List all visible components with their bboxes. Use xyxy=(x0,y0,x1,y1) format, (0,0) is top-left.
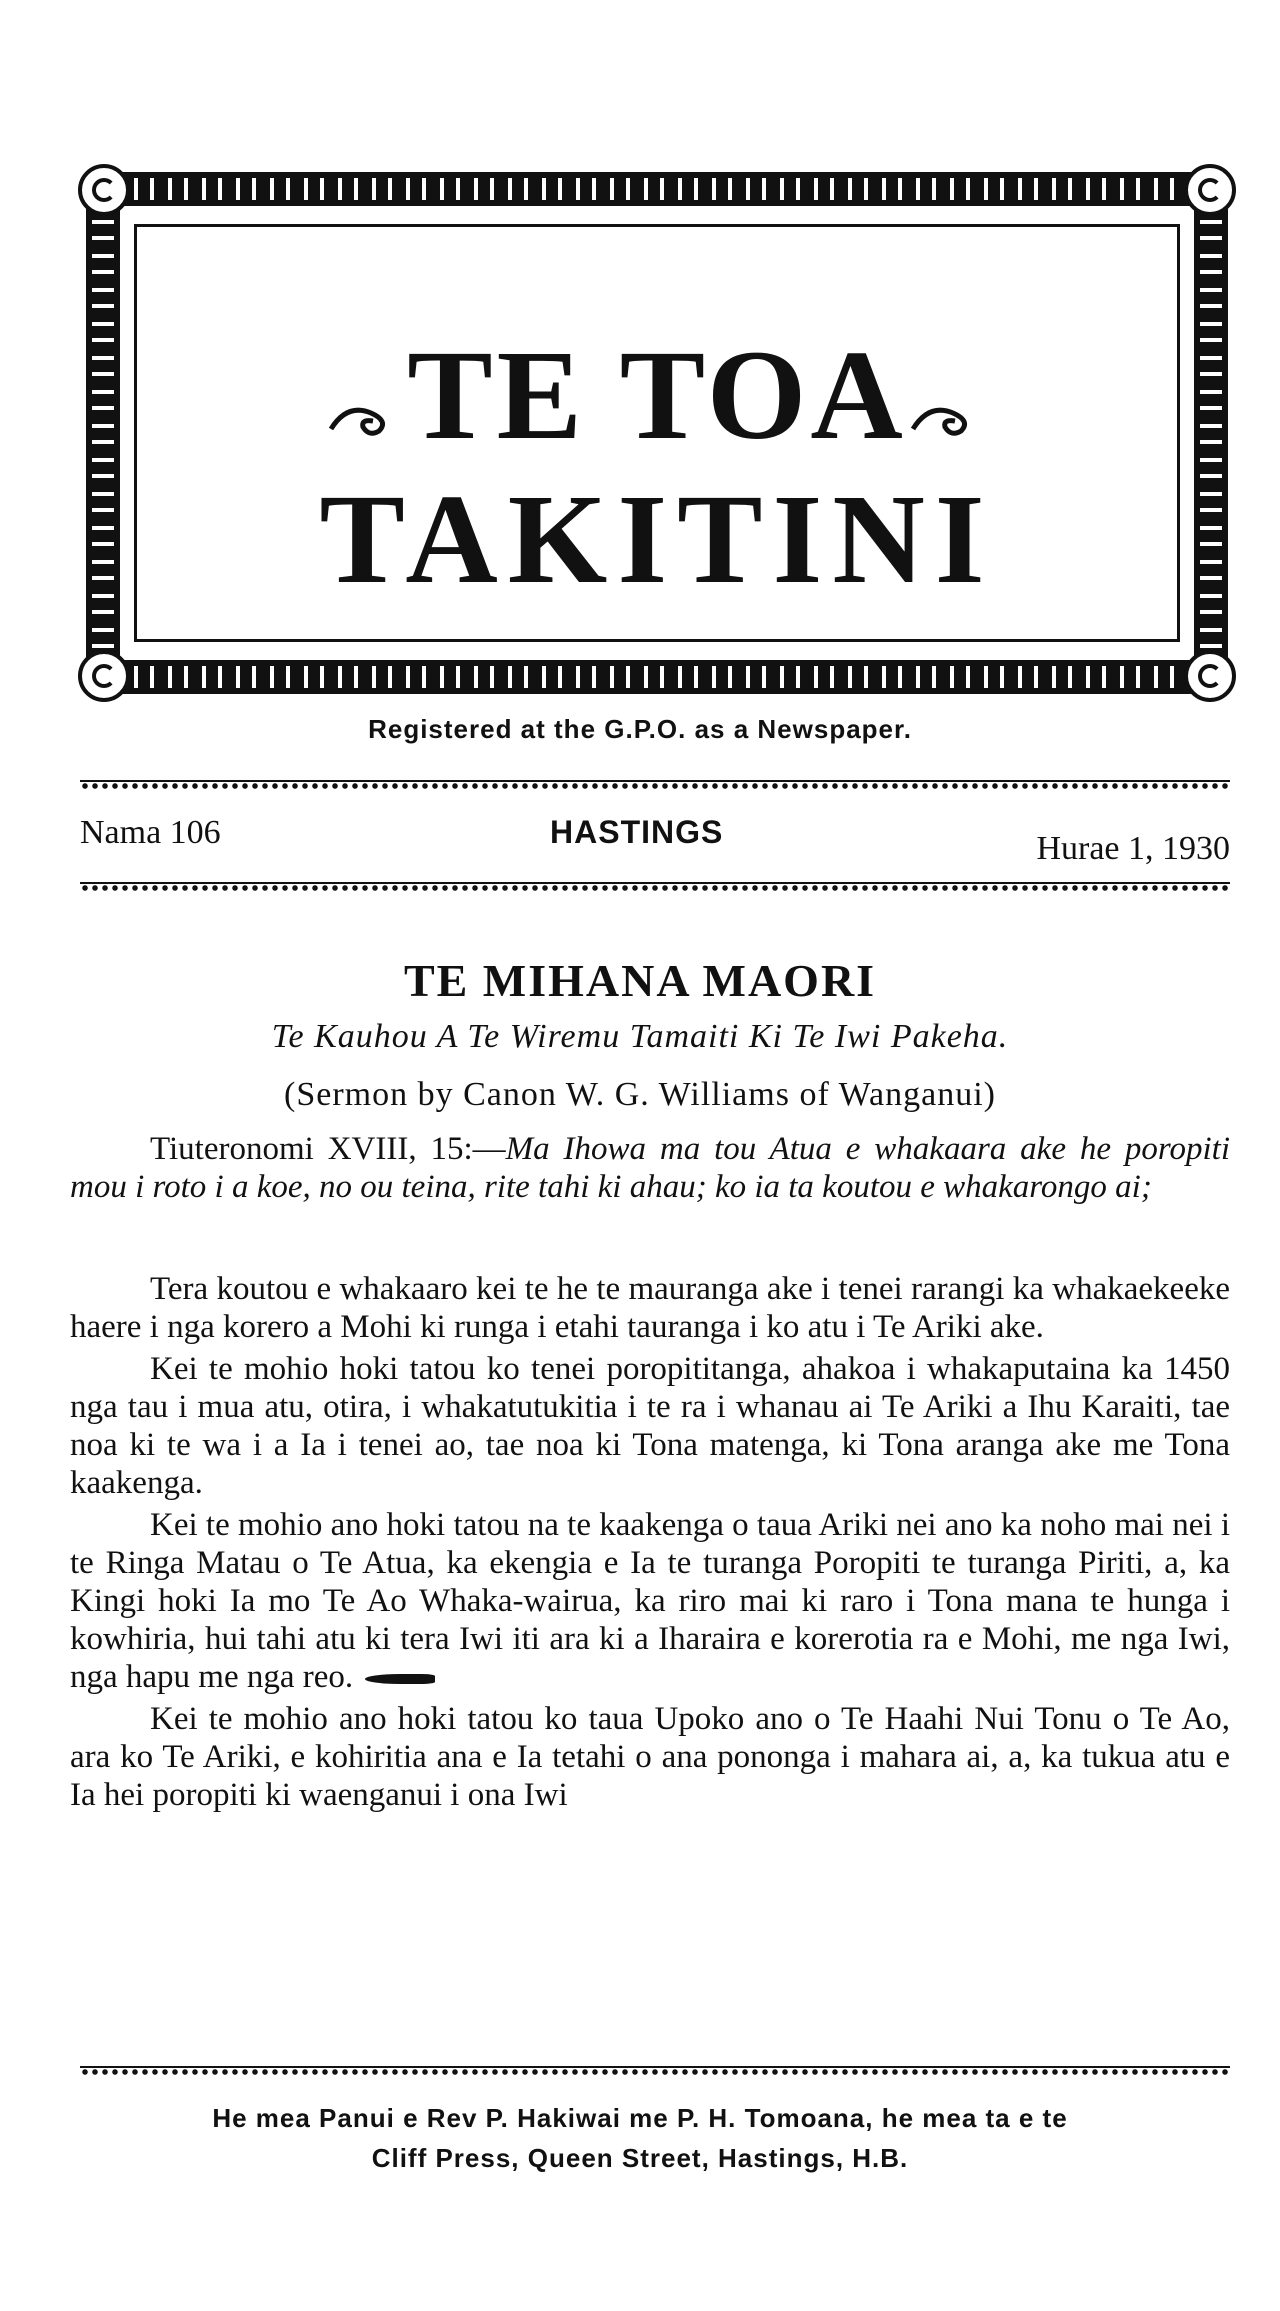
flourish-ornament-icon xyxy=(365,1674,435,1684)
border-band-bottom xyxy=(120,666,1194,688)
corner-ornament-icon xyxy=(78,650,130,702)
issue-number: Nama 106 xyxy=(80,814,221,851)
corner-ornament-icon xyxy=(1184,650,1236,702)
scripture-verse xyxy=(70,1130,1230,1206)
article-subtitle: Te Kauhou A Te Wiremu Tamaiti Ki Te Iwi Pakeha. xyxy=(271,1018,1009,1055)
issue-info-row xyxy=(80,808,1230,868)
registration-note: Registered at the G.P.O. as a Newspaper. xyxy=(368,714,912,744)
masthead-panel xyxy=(134,224,1180,642)
border-band-top xyxy=(120,178,1194,200)
article-body xyxy=(70,1270,1230,1818)
border-band-left xyxy=(92,206,114,660)
corner-ornament-icon xyxy=(1184,164,1236,216)
masthead-frame xyxy=(86,172,1228,694)
publisher-footer xyxy=(60,2098,1220,2178)
paragraph: Kei te mohio hoki tatou ko tenei poropititanga, ahakoa i whakaputaina ka 1450 nga tau i mua atu, otira, i whakatutukitia i te ra i whanau ai Te Ariki a Ihu Karaiti, tae noa ki te wa i a Ia i tenei ao, tae noa ki Tona matenga, ki Tona aranga ake me Tona kaakenga. xyxy=(70,1351,1230,1501)
masthead-title-line1: TE TOA xyxy=(407,324,907,466)
paragraph: Kei te mohio ano hoki tatou ko taua Upoko ano o Te Haahi Nui Tonu o Te Ao, ara ko Te Ariki, e kohiritia ana e Ia tetahi o ana pononga i mahara ai, a, ka tukua atu e Ia hei poropiti ki waenganui i ona Iwi xyxy=(70,1701,1230,1813)
masthead-title-line2: TAKITINI xyxy=(319,468,995,610)
dotted-rule xyxy=(80,882,1230,892)
footer-line: Cliff Press, Queen Street, Hastings, H.B. xyxy=(371,2143,909,2173)
border-band-right xyxy=(1200,206,1222,660)
issue-place: HASTINGS xyxy=(550,814,724,850)
verse-text: Ma Ihowa ma tou Atua e whakaara ake he poropiti mou i roto i a koe, no ou teina, rite tahi ki ahau; ko ia ta koutou e whakarongo ai; xyxy=(70,1131,1230,1205)
paragraph: Tera koutou e whakaaro kei te he te mauranga ake i tenei rarangi ka whakaekeeke haere i nga korero a Mohi ki runga i etahi tauranga i ko atu i Te Ariki ake. xyxy=(70,1271,1230,1345)
issue-date: Hurae 1, 1930 xyxy=(1036,830,1230,867)
article-title: TE MIHANA MAORI xyxy=(403,955,877,1006)
dotted-rule xyxy=(80,2066,1230,2076)
verse-reference: Tiuteronomi XVIII, 15:— xyxy=(150,1131,506,1167)
dotted-rule xyxy=(80,780,1230,790)
footer-line: He mea Panui e Rev P. Hakiwai me P. H. Tomoana, he mea ta e te xyxy=(212,2103,1068,2133)
article-byline: (Sermon by Canon W. G. Williams of Wanganui) xyxy=(284,1076,996,1113)
paragraph xyxy=(70,1506,1230,1696)
paragraph-text: Kei te mohio ano hoki tatou na te kaakenga o taua Ariki nei ano ka noho mai nei i te Ringa Matau o Te Atua, ka ekengia e Ia te turanga Poropiti te turanga Piriti, a, ka Kingi hoki Ia mo Te Ao Whaka-wairua, ka riro mai ki raro i Tona mana te hunga i kowhiria, hui tahi atu ki tera Iwi iti ara ki a Iharaira e korerotia ra e Mohi, me nga Iwi, nga hapu me nga reo. xyxy=(70,1507,1230,1695)
corner-ornament-icon xyxy=(78,164,130,216)
